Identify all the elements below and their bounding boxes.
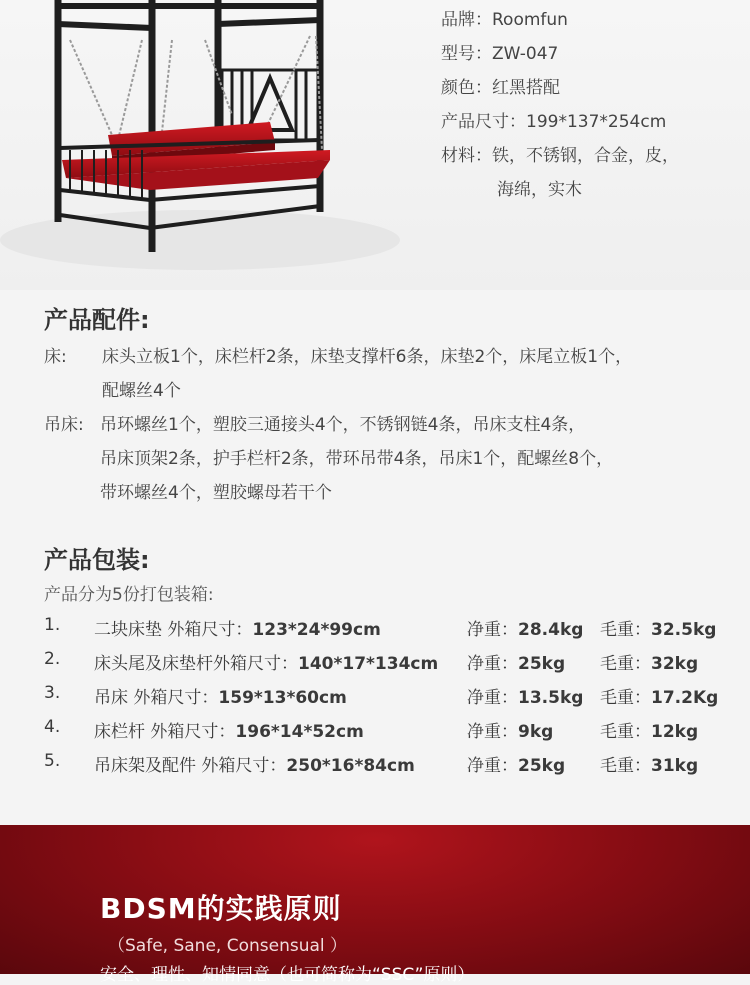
packaging-row-net-value: 25kg [518,756,566,776]
packaging-row-net [467,649,565,674]
packaging-row-number: 2. [44,649,61,669]
spec-material-label: 材料： [441,146,492,166]
packaging-row-net-value: 28.4kg [518,620,584,640]
accessories-bed-line: 床头立板1个，床栏杆2条，床垫支撑杆6条，床垫2个，床尾立板1个， [102,347,633,367]
packaging-row-gross-value: 32kg [651,654,699,674]
accessories-hammock-line: 带环螺丝4个，塑胶螺母若干个 [100,483,332,503]
packaging-row-number: 4. [44,717,61,737]
packaging-row [0,683,750,713]
packaging-row-desc [94,683,347,708]
packaging-row-gross [600,683,718,708]
packaging-row-gross-label: 毛重： [600,756,651,776]
packaging-title: 产品包装: [44,546,150,574]
banner-title: BDSM的实践原则 [100,892,342,925]
packaging-row [0,751,750,781]
product-image [0,0,400,290]
packaging-row-net-value: 25kg [518,654,566,674]
accessories-hammock-line: 吊环螺丝1个，塑胶三通接头4个，不锈钢链4条，吊床支柱4条， [100,415,586,435]
packaging-row [0,649,750,679]
packaging-row-number: 1. [44,615,61,635]
packaging-row-size: 196*14*52cm [235,722,364,742]
packaging-row-gross-value: 17.2Kg [651,688,719,708]
packaging-row-size: 140*17*134cm [298,654,439,674]
packaging-row-name: 床头尾及床垫杆外箱尺寸： [94,654,298,674]
packaging-row-number: 3. [44,683,61,703]
packaging-row-desc [94,649,438,674]
packaging-row-name: 吊床架及配件 外箱尺寸： [94,756,287,776]
spec-brand-label: 品牌： [441,10,492,30]
accessories-bed-label: 床: [44,347,67,367]
banner-text: 安全、理性、知情同意（也可简称为“SSC”原则） [100,965,475,985]
packaging-row-desc [94,751,415,776]
packaging-row-net [467,717,553,742]
packaging-intro: 产品分为5份打包装箱: [44,585,214,605]
packaging-row-gross-label: 毛重： [600,654,651,674]
product-top-section [0,0,750,290]
packaging-row-size: 123*24*99cm [252,620,381,640]
packaging-row-number: 5. [44,751,61,771]
packaging-row-name: 床栏杆 外箱尺寸： [94,722,236,742]
spec-material-value: 铁，不锈钢，合金，皮， [492,146,679,166]
spec-size-label: 产品尺寸： [441,112,526,132]
packaging-row-gross-value: 32.5kg [651,620,717,640]
packaging-row-net-label: 净重： [467,620,518,640]
packaging-row-net-label: 净重： [467,688,518,708]
spec-model-value: ZW-047 [492,44,559,64]
packaging-row-size: 159*13*60cm [218,688,347,708]
packaging-row-gross [600,717,698,742]
spec-material-value-cont: 海绵，实木 [497,180,582,200]
spec-size-value: 199*137*254cm [526,112,667,132]
packaging-row-net-value: 9kg [518,722,554,742]
packaging-row-size: 250*16*84cm [286,756,415,776]
packaging-row-name: 吊床 外箱尺寸： [94,688,219,708]
accessories-hammock-label: 吊床: [44,415,84,435]
packaging-row-net-label: 净重： [467,722,518,742]
packaging-row-gross-value: 12kg [651,722,699,742]
packaging-row-gross-value: 31kg [651,756,699,776]
accessories-title: 产品配件: [44,306,150,334]
spec-brand-value: Roomfun [492,10,568,30]
spec-model-label: 型号： [441,44,492,64]
accessories-hammock-line: 吊床顶架2条，护手栏杆2条，带环吊带4条，吊床1个，配螺丝8个， [100,449,614,469]
packaging-row-gross-label: 毛重： [600,722,651,742]
packaging-row-name: 二块床垫 外箱尺寸： [94,620,253,640]
packaging-row [0,717,750,747]
spec-brand [441,5,568,30]
spec-size [441,107,666,132]
packaging-row-desc [94,717,364,742]
packaging-row-gross [600,751,698,776]
packaging-row [0,615,750,645]
packaging-row-net-label: 净重： [467,756,518,776]
principles-banner [0,825,750,985]
packaging-row-gross [600,615,716,640]
packaging-row-gross-label: 毛重： [600,688,651,708]
spec-color-label: 颜色： [441,78,492,98]
packaging-row-net [467,683,583,708]
packaging-row-desc [94,615,381,640]
packaging-row-gross-label: 毛重： [600,620,651,640]
spec-model [441,39,558,64]
banner-subtitle: （Safe, Sane, Consensual ） [108,936,348,956]
packaging-row-net-label: 净重： [467,654,518,674]
accessories-bed-line: 配螺丝4个 [102,381,181,401]
spec-color [441,73,560,98]
spec-material [441,141,679,166]
packaging-row-gross [600,649,698,674]
packaging-row-net-value: 13.5kg [518,688,584,708]
packaging-row-net [467,751,565,776]
spec-color-value: 红黑搭配 [492,78,560,98]
packaging-row-net [467,615,583,640]
